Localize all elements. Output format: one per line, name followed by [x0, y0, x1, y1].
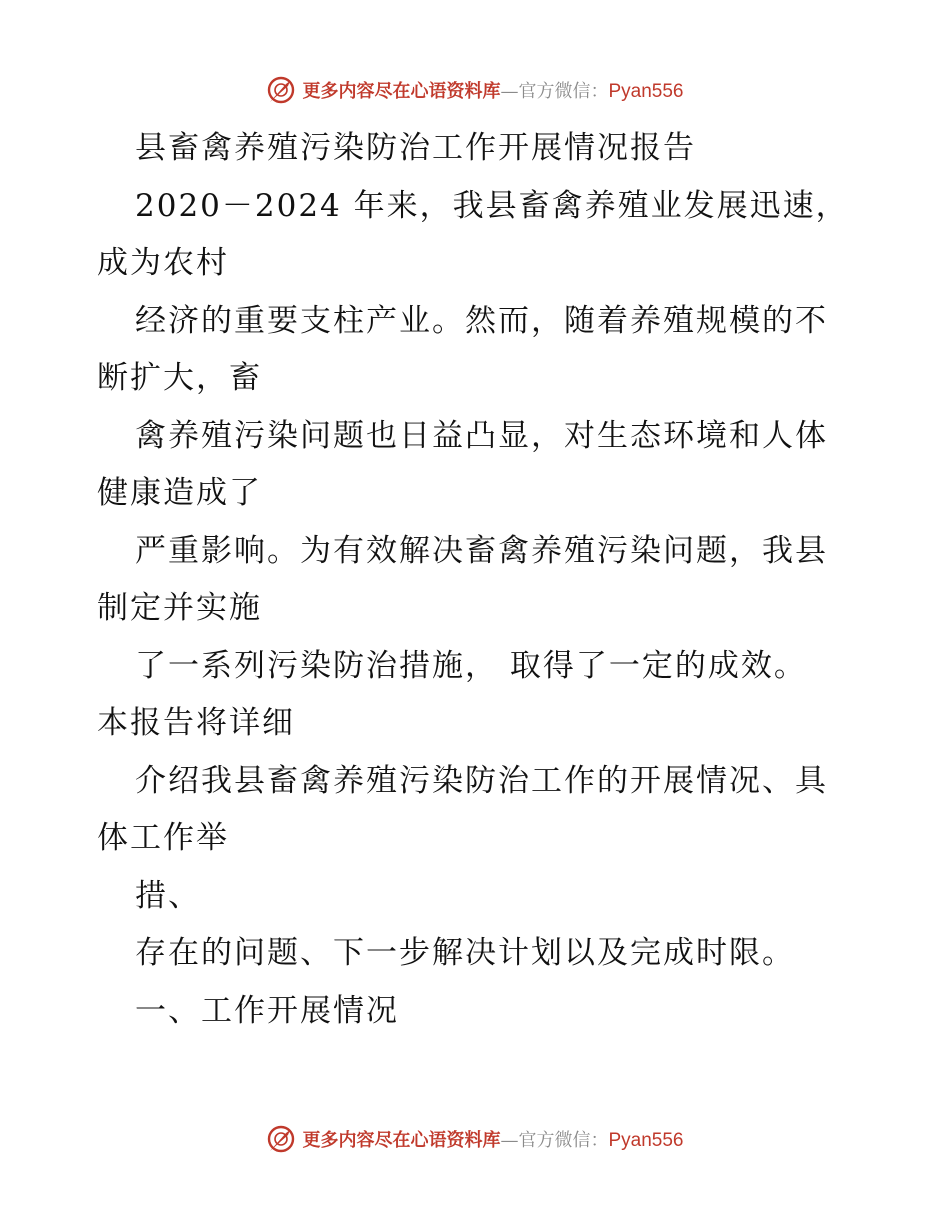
watermark-wechat-label: 官方微信：: [518, 81, 609, 102]
text-line: 制定并实施: [97, 590, 262, 626]
watermark-brand: 更多内容尽在心语资料库: [302, 1130, 501, 1151]
watermark-banner-bottom: [0, 1119, 950, 1159]
watermark-wechat-id: Pyan556: [608, 1130, 684, 1151]
text-line: 成为农村: [97, 245, 229, 281]
text-line: 体工作举: [97, 820, 229, 856]
watermark-brand: 更多内容尽在心语资料库: [302, 81, 501, 102]
watermark-banner-top: [0, 70, 950, 110]
text-line: 介绍我县畜禽养殖污染防治工作的开展情况、具: [135, 762, 828, 799]
text-line: 县畜禽养殖污染防治工作开展情况报告: [135, 130, 696, 166]
watermark-dash: —: [500, 1130, 519, 1151]
text-line: 存在的问题、下一步解决计划以及完成时限。: [135, 935, 795, 971]
text-line: 断扩大，畜: [97, 360, 262, 396]
quill-logo-icon: [266, 75, 296, 105]
text-line: 经济的重要支柱产业。然而，随着养殖规模的不: [135, 302, 828, 339]
watermark-dash: —: [500, 81, 519, 102]
text-line: 本报告将详细: [97, 705, 295, 741]
watermark-wechat-id: Pyan556: [608, 81, 684, 102]
text-line: 健康造成了: [97, 475, 262, 511]
text-line: 措、: [135, 877, 201, 914]
text-line: 严重影响。为有效解决畜禽养殖污染问题，我县: [135, 532, 828, 569]
text-line: 2020－2024 年来，我县畜禽养殖业发展迅速，: [135, 187, 849, 224]
text-line: 了一系列污染防治措施， 取得了一定的成效。: [135, 647, 807, 684]
text-line: 禽养殖污染问题也日益凸显，对生态环境和人体: [135, 417, 828, 454]
watermark-wechat-label: 官方微信：: [518, 1130, 609, 1151]
text-line: 一、工作开展情况: [135, 992, 399, 1029]
quill-logo-icon: [266, 1124, 296, 1154]
document-body: [97, 120, 857, 1040]
